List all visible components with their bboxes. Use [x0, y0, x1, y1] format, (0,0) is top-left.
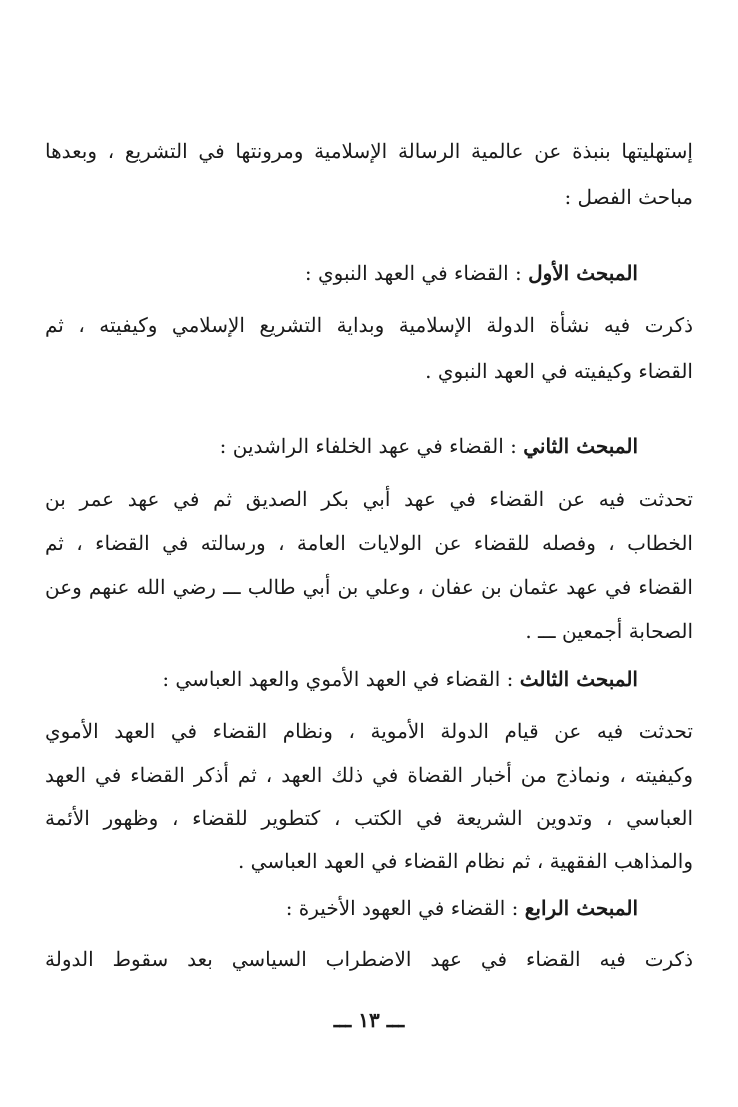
- section-3-title: المبحث الثالث: [519, 667, 638, 691]
- section-1-subtitle: : القضاء في العهد النبوي :: [304, 261, 522, 285]
- section-4-subtitle: : القضاء في العهود الأخيرة :: [285, 896, 519, 920]
- section-2-subtitle: : القضاء في عهد الخلفاء الراشدين :: [219, 434, 517, 458]
- section-3-line-1: تحدثت فيه عن قيام الدولة الأموية ، ونظام القضاء في العهد الأموي: [45, 719, 693, 743]
- page-number: ـــ ١٣ ـــ: [333, 1008, 405, 1032]
- section-4-title: المبحث الرابع: [524, 896, 638, 920]
- section-4-line-1: ذكرت فيه القضاء في عهد الاضطراب السياسي بعد سقوط الدولة: [45, 947, 693, 971]
- section-3-heading: [38, 664, 638, 694]
- section-2-line-3: القضاء في عهد عثمان بن عفان ، وعلي بن أبي طالب ـــ رضي الله عنهم وعن: [45, 575, 693, 599]
- intro-line-2: مباحث الفصل :: [564, 185, 693, 209]
- section-1-title: المبحث الأول: [528, 261, 638, 285]
- section-2-line-1: تحدثت فيه عن القضاء في عهد أبي بكر الصديق ثم في عهد عمر بن: [45, 487, 693, 511]
- section-2-title: المبحث الثاني: [523, 434, 638, 458]
- section-1-line-2: القضاء وكيفيته في العهد النبوي .: [425, 359, 693, 383]
- section-2-line-4: الصحابة أجمعين ـــ .: [525, 619, 693, 643]
- section-3-subtitle: : القضاء في العهد الأموي والعهد العباسي :: [162, 667, 514, 691]
- intro-line-1: إستهليتها بنبذة عن عالمية الرسالة الإسلامية ومرونتها في التشريع ، وبعدها: [45, 139, 693, 163]
- section-4-heading: [38, 893, 638, 923]
- section-3-line-2: وكيفيته ، ونماذج من أخبار القضاة في ذلك العهد ، ثم أذكر القضاء في العهد: [45, 763, 693, 787]
- section-2-heading: [38, 431, 638, 461]
- section-2-line-2: الخطاب ، وفصله للقضاء عن الولايات العامة ، ورسالته في القضاء ، ثم: [45, 531, 693, 555]
- section-3-line-4: والمذاهب الفقهية ، ثم نظام القضاء في العهد العباسي .: [237, 849, 693, 873]
- section-1-heading: [38, 258, 638, 288]
- section-1-line-1: ذكرت فيه نشأة الدولة الإسلامية وبداية التشريع الإسلامي وكيفيته ، ثم: [45, 313, 693, 337]
- section-3-line-3: العباسي ، وتدوين الشريعة في الكتب ، كتطوير للقضاء ، وظهور الأئمة: [45, 806, 693, 830]
